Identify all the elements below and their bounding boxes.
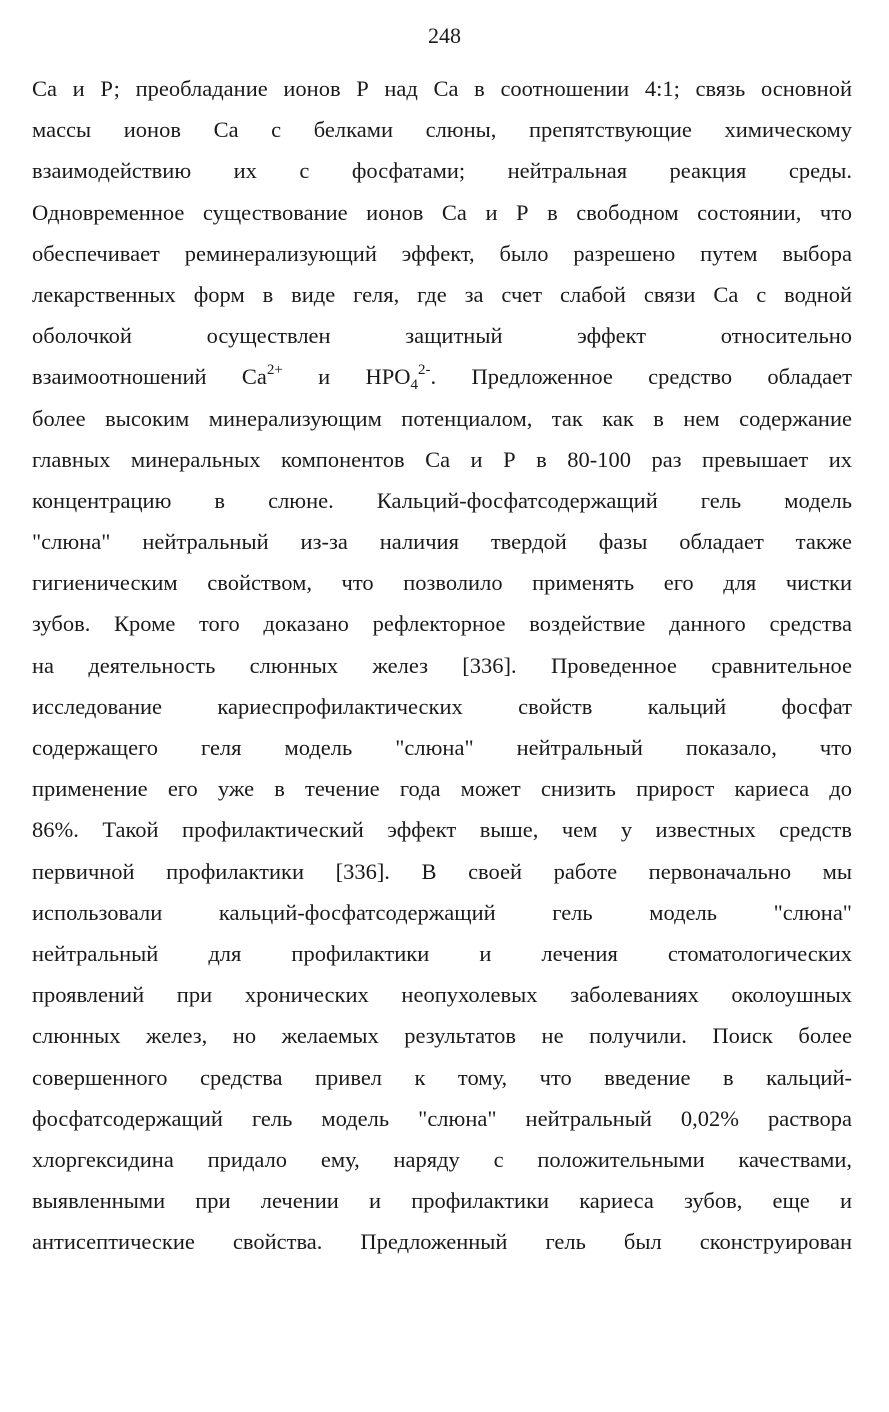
text-line: антисептические свойства. Предложенный гель был сконструирован	[32, 1229, 852, 1255]
text-line: лекарственных форм в виде геля, где за счет слабой связи Ca с водной	[32, 281, 852, 307]
text-line: первичной профилактики [336]. В своей работе первоначально мы	[32, 858, 852, 884]
text-line: массы ионов Ca с белками слюны, препятствующие химическому	[32, 117, 852, 143]
formula-middle: и HPO	[282, 364, 411, 390]
page-number: 248	[428, 23, 461, 48]
text-line: гигиеническим свойством, что позволило применять его для чистки	[32, 570, 852, 596]
text-line: Одновременное существование ионов Ca и Р в свободном состоянии, что	[32, 199, 852, 225]
text-line: применение его уже в течение года может снизить прирост кариеса до	[32, 776, 852, 802]
text-line: хлоргексидина придало ему, наряду с положительными качествами,	[32, 1146, 852, 1172]
text-line: исследование кариеспрофилактических свойств кальций фосфат	[32, 693, 852, 719]
text-line: совершенного средства привел к тому, что введение в кальций-	[32, 1064, 852, 1090]
text-line: содержащего геля модель "слюна" нейтральный показало, что	[32, 735, 852, 760]
phosphate-subscript: 4	[410, 377, 419, 394]
text-line-formula	[32, 356, 852, 397]
phosphate-charge: 2-	[418, 362, 431, 379]
text-line: взаимодействию их с фосфатами; нейтральная реакция среды.	[32, 158, 852, 184]
text-line: оболочкой осуществлен защитный эффект относительно	[32, 323, 852, 349]
text-line: фосфатсодержащий гель модель "слюна" нейтральный 0,02% раствора	[32, 1105, 852, 1131]
text-line: концентрацию в слюне. Кальций-фосфатсодержащий гель модель	[32, 487, 852, 513]
text-line: проявлений при хронических неопухолевых заболеваниях околоушных	[32, 982, 852, 1008]
body-text	[32, 68, 852, 1262]
formula-suffix: . Предложенное средство обладает	[430, 364, 852, 390]
text-line: на деятельность слюнных желез [336]. Проведенное сравнительное	[32, 652, 852, 678]
text-line: обеспечивает реминерализующий эффект, было разрешено путем выбора	[32, 240, 852, 266]
text-line: использовали кальций-фосфатсодержащий гель модель "слюна"	[32, 899, 852, 925]
text-line: нейтральный для профилактики и лечения стоматологических	[32, 940, 852, 966]
text-line: 86%. Такой профилактический эффект выше, чем у известных средств	[32, 817, 852, 843]
formula-prefix: взаимоотношений Ca	[32, 364, 267, 390]
text-line: зубов. Кроме того доказано рефлекторное воздействие данного средства	[32, 611, 852, 637]
text-line: слюнных желез, но желаемых результатов не получили. Поиск более	[32, 1023, 852, 1049]
text-line: "слюна" нейтральный из-за наличия твердой фазы обладает также	[32, 529, 852, 555]
calcium-charge: 2+	[266, 362, 283, 379]
text-line: главных минеральных компонентов Ca и Р в 80-100 раз превышает их	[32, 446, 852, 472]
text-line: Ca и Р; преобладание ионов Р над Ca в соотношении 4:1; связь основной	[32, 76, 852, 101]
text-line: более высоким минерализующим потенциалом, так как в нем содержание	[32, 405, 852, 431]
text-line: выявленными при лечении и профилактики кариеса зубов, еще и	[32, 1188, 852, 1214]
